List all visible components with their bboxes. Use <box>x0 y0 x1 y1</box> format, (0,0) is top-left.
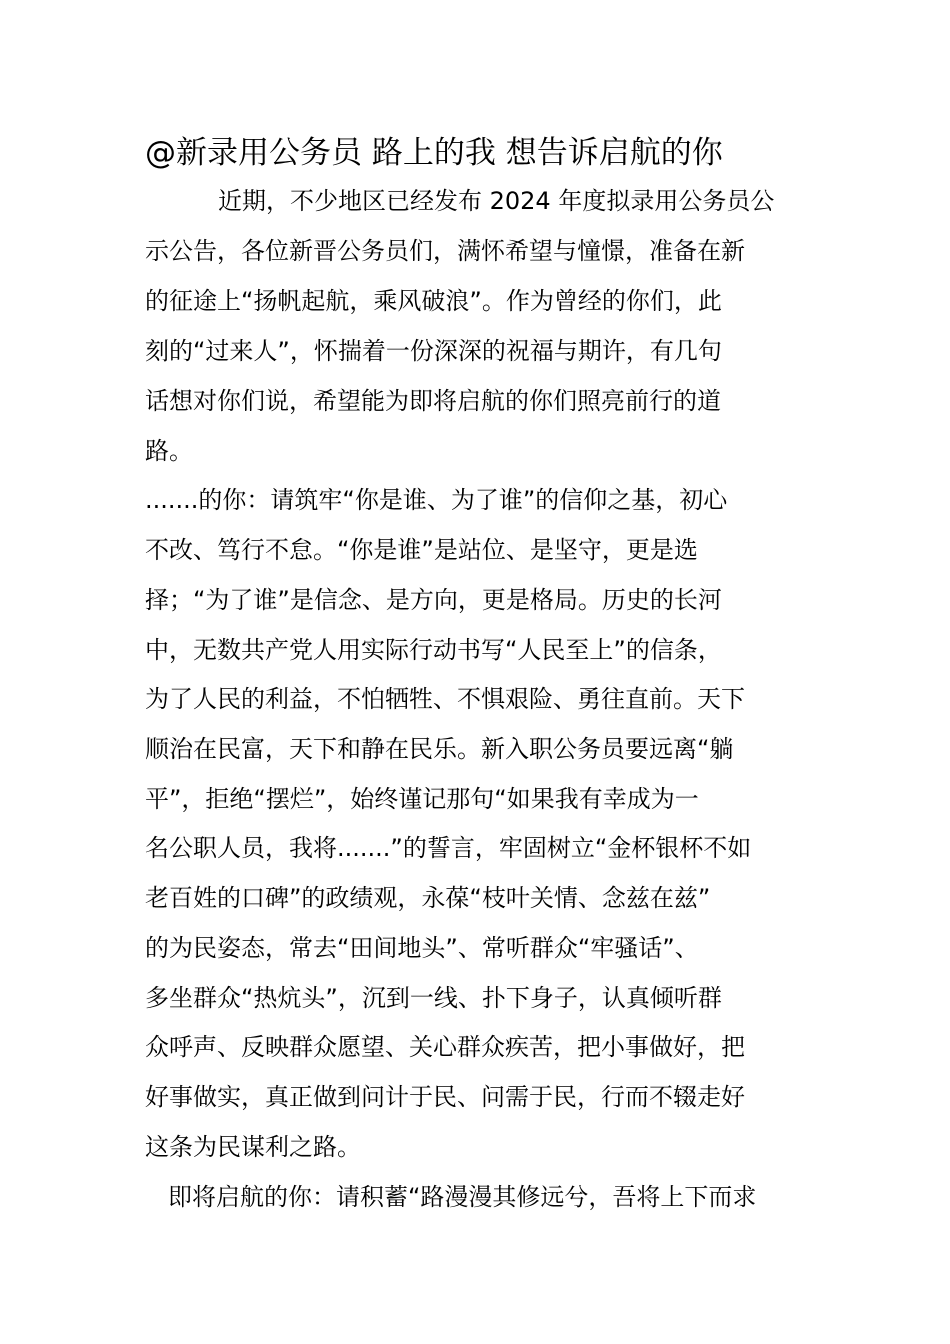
paragraph-1-line-1: 近期，不少地区已经发布 2024 年度拟录用公务员公 <box>218 187 775 215</box>
document-title: @新录用公务员 路上的我 想告诉启航的你 <box>145 135 723 171</box>
paragraph-2-line-9: 老百姓的口碑”的政绩观，永葆“枝叶关情、念兹在兹” <box>145 884 711 912</box>
paragraph-2-line-5: 为了人民的利益，不怕牺牲、不惧艰险、勇往直前。天下 <box>145 685 745 713</box>
paragraph-2-line-6: 顺治在民富，天下和静在民乐。新入职公务员要远离“躺 <box>145 735 734 763</box>
paragraph-1-line-6: 路。 <box>145 437 193 465</box>
paragraph-1-line-5: 话想对你们说，希望能为即将启航的你们照亮前行的道 <box>145 387 721 415</box>
paragraph-2-line-7: 平”，拒绝“摆烂”，始终谨记那句“如果我有幸成为一 <box>145 785 699 813</box>
paragraph-2-line-4: 中，无数共产党人用实际行动书写“人民至上”的信条， <box>145 636 722 664</box>
paragraph-2-line-8: 名公职人员，我将.......”的誓言，牢固树立“金杯银杯不如 <box>145 834 752 862</box>
paragraph-2-line-11: 多坐群众“热炕头”，沉到一线、扑下身子，认真倾听群 <box>145 984 722 1012</box>
paragraph-2-line-13: 好事做实，真正做到问计于民、问需于民，行而不辍走好 <box>145 1083 745 1111</box>
paragraph-1-line-2: 示公告，各位新晋公务员们，满怀希望与憧憬，准备在新 <box>145 237 745 265</box>
paragraph-2-line-1: .......的你：请筑牢“你是谁、为了谁”的信仰之基，初心 <box>145 486 728 514</box>
paragraph-2-line-14: 这条为民谋利之路。 <box>145 1133 361 1161</box>
paragraph-1-line-4: 刻的“过来人”，怀揣着一份深深的祝福与期许，有几句 <box>145 337 722 365</box>
paragraph-2-line-10: 的为民姿态，常去“田间地头”、常听群众“牢骚话”、 <box>145 934 699 962</box>
paragraph-3-line-1: 即将启航的你：请积蓄“路漫漫其修远兮，吾将上下而求 <box>168 1183 757 1211</box>
paragraph-2-line-3: 择；“为了谁”是信念、是方向，更是格局。历史的长河 <box>145 586 722 614</box>
paragraph-2-line-12: 众呼声、反映群众愿望、关心群众疾苦，把小事做好，把 <box>145 1033 745 1061</box>
paragraph-1-line-3: 的征途上“扬帆起航，乘风破浪”。作为曾经的你们，此 <box>145 287 722 315</box>
paragraph-2-line-2: 不改、笃行不怠。“你是谁”是站位、是坚守，更是选 <box>145 536 698 564</box>
